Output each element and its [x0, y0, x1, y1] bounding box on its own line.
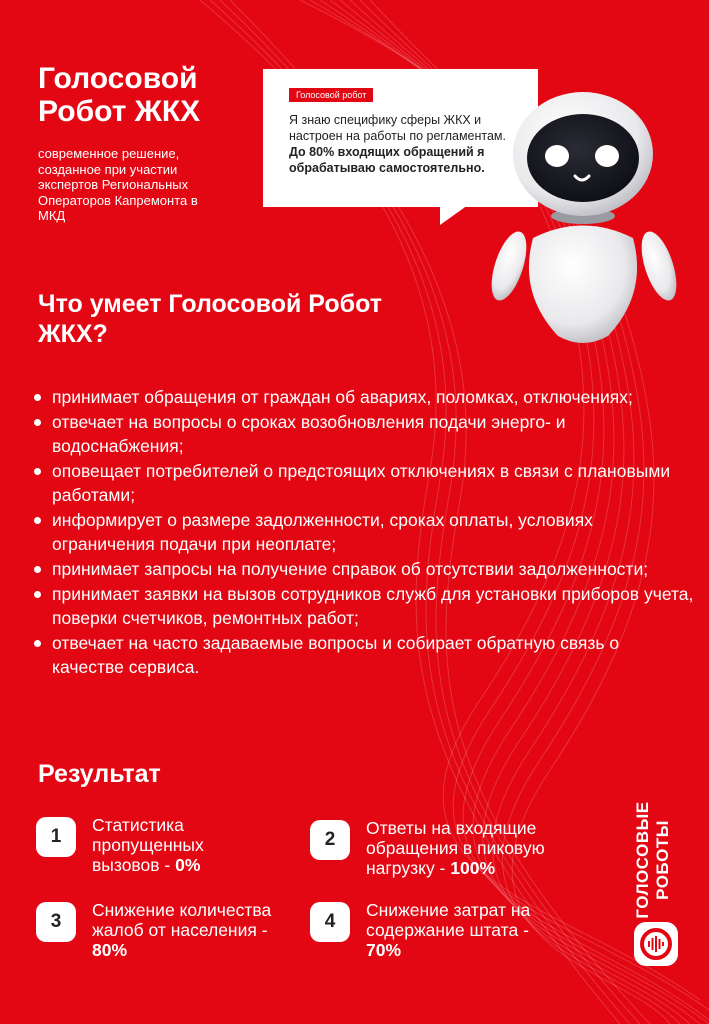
- page-title: Голосовой Робот ЖКХ: [38, 62, 201, 128]
- features-heading: Что умеет Голосовой Робот ЖКХ?: [38, 290, 382, 348]
- results-heading: Результат: [38, 760, 161, 788]
- bubble-text-bold: До 80% входящих обращений я обрабатываю самостоятельно.: [289, 145, 485, 175]
- list-item: отвечает на вопросы о сроках возобновления подачи энерго- и водоснабжения;: [34, 410, 694, 458]
- list-item: принимает заявки на вызов сотрудников служб для установки приборов учета, поверки счетчиков, ремонтных работ;: [34, 582, 694, 630]
- robot-illustration: [483, 88, 683, 348]
- brand-name: ГОЛОСОВЫЕ РОБОТЫ: [633, 801, 672, 919]
- bullet-icon: [34, 517, 41, 524]
- result-item-4: [310, 900, 550, 960]
- bubble-tail: [440, 205, 468, 225]
- result-text: Снижение затрат на содержание штата - 70%: [366, 900, 531, 960]
- result-text: Снижение количества жалоб от населения - 80%: [92, 900, 272, 960]
- result-number-badge: 2: [310, 820, 350, 860]
- result-number-badge: 4: [310, 902, 350, 942]
- bullet-icon: [34, 394, 41, 401]
- bullet-icon: [34, 419, 41, 426]
- result-text: Статистика пропущенных вызовов - 0%: [92, 815, 204, 875]
- list-item: информирует о размере задолженности, сроках оплаты, условиях ограничения подачи при неоплате;: [34, 508, 694, 556]
- list-item: принимает запросы на получение справок об отсутствии задолженности;: [34, 557, 694, 581]
- bullet-icon: [34, 468, 41, 475]
- result-number-badge: 3: [36, 902, 76, 942]
- bubble-text-regular: Я знаю специфику сферы ЖКХ и настроен на работы по регламентам.: [289, 113, 506, 143]
- brand-logo: [634, 922, 678, 966]
- bubble-tag: Голосовой робот: [289, 88, 373, 102]
- result-item-2: [310, 818, 600, 878]
- list-item: отвечает на часто задаваемые вопросы и собирает обратную связь о качестве сервиса.: [34, 631, 694, 679]
- soundwave-icon: [634, 922, 678, 966]
- list-item: принимает обращения от граждан об авариях, поломках, отключениях;: [34, 385, 694, 409]
- features-list: [34, 385, 694, 680]
- result-item-3: [36, 900, 316, 960]
- bullet-icon: [34, 640, 41, 647]
- bullet-icon: [34, 566, 41, 573]
- page-subtitle: современное решение, созданное при участии экспертов Региональных Операторов Капремонта в МКД: [38, 146, 198, 223]
- result-text: Ответы на входящие обращения в пиковую нагрузку - 100%: [366, 818, 545, 878]
- result-item-1: [36, 815, 266, 875]
- list-item: оповещает потребителей о предстоящих отключениях в связи с плановыми работами;: [34, 459, 694, 507]
- result-number-badge: 1: [36, 817, 76, 857]
- bullet-icon: [34, 591, 41, 598]
